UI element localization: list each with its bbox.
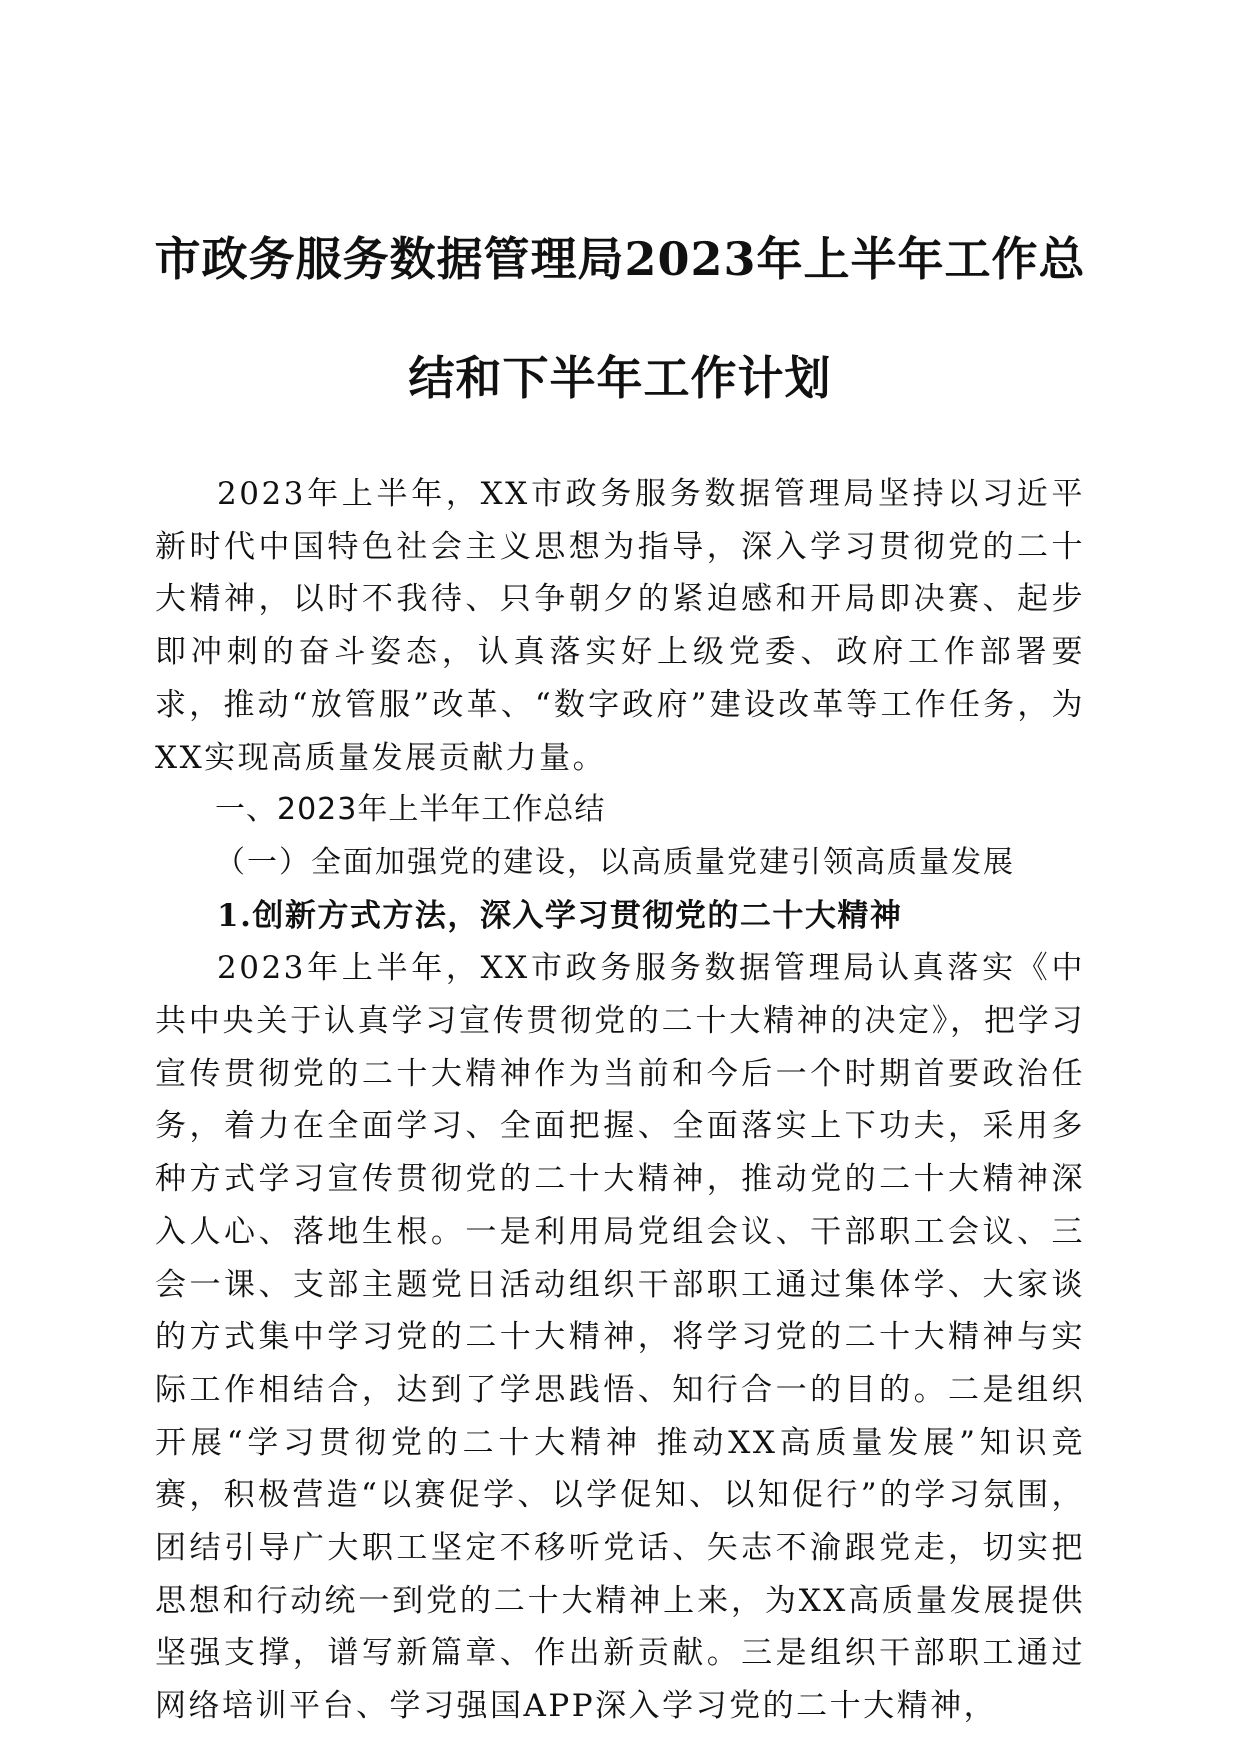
body-paragraph: 2023年上半年，XX市政务服务数据管理局认真落实《中共中央关于认真学习宣传贯彻党的二十大精神的决定》，把学习宣传贯彻党的二十大精神作为当前和今后一个时期首要政治任务，着力在全面学习、全面把握、全面落实上下功夫，采用多种方式学习宣传贯彻党的二十大精神，推动党的二十大精神深入人心、落地生根。一是利用局党组会议、干部职工会议、三会一课、支部主题党日活动组织干部职工通过集体学、大家谈的方式集中学习党的二十大精神，将学习党的二十大精神与实际工作相结合，达到了学思践悟、知行合一的目的。二是组织开展“学习贯彻党的二十大精神 推动XX高质量发展”知识竞赛，积极营造“以赛促学、以学促知、以知促行”的学习氛围，团结引导广大职工坚定不移听党话、矢志不渝跟党走，切实把思想和行动统一到党的二十大精神上来，为XX高质量发展提供坚强支撑，谱写新篇章、作出新贡献。三是组织干部职工通过网络培训平台、学习强国APP深入学习党的二十大精神， <box>155 950 1085 1725</box>
section-heading: 一、2023年上半年工作总结 <box>215 792 606 828</box>
document-title-line-1: 市政务服务数据管理局2023年上半年工作总 <box>154 232 1086 286</box>
item-heading: 1.创新方式方法，深入学习贯彻党的二十大精神 <box>217 897 903 934</box>
subsection-heading: （一）全面加强党的建设，以高质量党建引领高质量发展 <box>215 844 1015 880</box>
intro-paragraph: 2023年上半年，XX市政务服务数据管理局坚持以习近平新时代中国特色社会主义思想为指导，深入学习贯彻党的二十大精神，以时不我待、只争朝夕的紧迫感和开局即决赛、起步即冲刺的奋斗姿态，认真落实好上级党委、政府工作部署要求，推动“放管服”改革、“数字政府”建设改革等工作任务，为XX实现高质量发展贡献力量。 <box>155 476 1085 776</box>
document-body <box>155 468 1085 1733</box>
document-title-line-2: 结和下半年工作计划 <box>408 351 832 405</box>
